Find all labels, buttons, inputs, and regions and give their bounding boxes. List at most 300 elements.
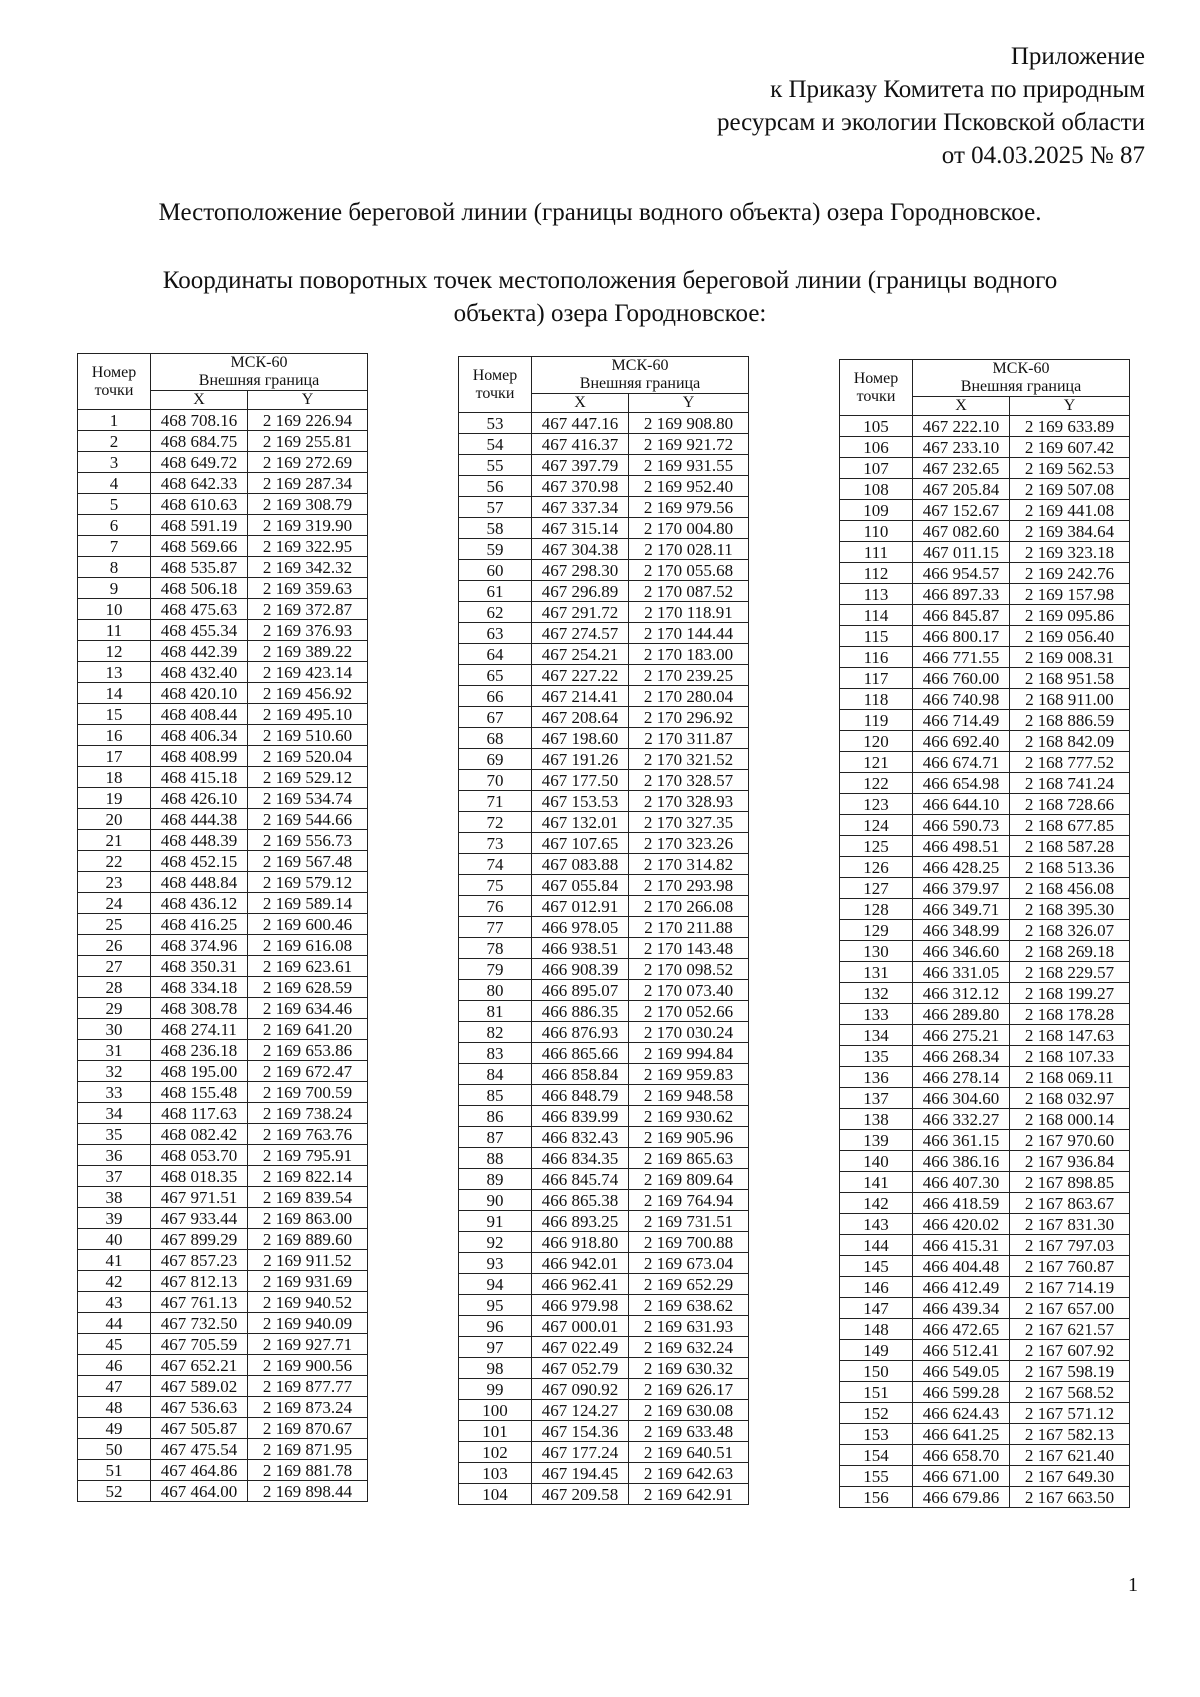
- point-number-cell: 29: [78, 998, 151, 1019]
- x-coordinate-cell: 466 415.31: [913, 1235, 1010, 1256]
- point-number-cell: 48: [78, 1397, 151, 1418]
- point-number-cell: 94: [459, 1274, 532, 1295]
- x-coordinate-cell: 468 452.15: [151, 851, 248, 872]
- point-number-cell: 39: [78, 1208, 151, 1229]
- y-coordinate-cell: 2 168 456.08: [1010, 878, 1130, 899]
- boundary-header: Внешняя граница: [532, 375, 749, 394]
- y-coordinate-cell: 2 168 229.57: [1010, 962, 1130, 983]
- point-number-cell: 132: [840, 983, 913, 1004]
- point-number-cell: 73: [459, 833, 532, 854]
- y-coordinate-cell: 2 169 927.71: [248, 1334, 368, 1355]
- y-coordinate-cell: 2 169 822.14: [248, 1166, 368, 1187]
- table-row: [840, 626, 1130, 647]
- table-row: [78, 704, 368, 725]
- table-row: [459, 707, 749, 728]
- table-row: [78, 1103, 368, 1124]
- point-number-cell: 86: [459, 1106, 532, 1127]
- y-coordinate-cell: 2 169 534.74: [248, 788, 368, 809]
- x-coordinate-cell: 468 448.84: [151, 872, 248, 893]
- point-number-cell: 40: [78, 1229, 151, 1250]
- table-row: [78, 494, 368, 515]
- x-coordinate-cell: 466 858.84: [532, 1064, 629, 1085]
- table-row: [459, 1022, 749, 1043]
- point-number-cell: 109: [840, 500, 913, 521]
- point-number-cell: 6: [78, 515, 151, 536]
- y-coordinate-cell: 2 169 652.29: [629, 1274, 749, 1295]
- x-coordinate-cell: 468 649.72: [151, 452, 248, 473]
- point-number-cell: 70: [459, 770, 532, 791]
- table-row: [78, 431, 368, 452]
- point-number-cell: 37: [78, 1166, 151, 1187]
- y-coordinate-cell: 2 168 147.63: [1010, 1025, 1130, 1046]
- y-coordinate-cell: 2 169 634.46: [248, 998, 368, 1019]
- y-coordinate-cell: 2 167 936.84: [1010, 1151, 1130, 1172]
- point-number-cell: 15: [78, 704, 151, 725]
- table-row: [459, 959, 749, 980]
- x-coordinate-cell: 467 198.60: [532, 728, 629, 749]
- table-row: [78, 620, 368, 641]
- point-number-cell: 3: [78, 452, 151, 473]
- x-coordinate-cell: 468 274.11: [151, 1019, 248, 1040]
- table-row: [840, 878, 1130, 899]
- point-number-cell: 35: [78, 1124, 151, 1145]
- point-number-cell: 59: [459, 539, 532, 560]
- table-row: [78, 1418, 368, 1439]
- y-coordinate-cell: 2 169 372.87: [248, 599, 368, 620]
- y-coordinate-cell: 2 170 328.57: [629, 770, 749, 791]
- point-number-cell: 28: [78, 977, 151, 998]
- point-number-cell: 44: [78, 1313, 151, 1334]
- point-number-cell: 72: [459, 812, 532, 833]
- point-number-cell: 95: [459, 1295, 532, 1316]
- x-coordinate-cell: 467 090.92: [532, 1379, 629, 1400]
- x-coordinate-cell: 466 512.41: [913, 1340, 1010, 1361]
- y-coordinate-cell: 2 170 327.35: [629, 812, 749, 833]
- y-coordinate-cell: 2 169 008.31: [1010, 647, 1130, 668]
- y-coordinate-cell: 2 170 311.87: [629, 728, 749, 749]
- y-coordinate-cell: 2 169 898.44: [248, 1481, 368, 1502]
- table-heading-line2: объекта) озера Городновское:: [453, 300, 767, 327]
- x-coordinate-cell: 466 839.99: [532, 1106, 629, 1127]
- x-coordinate-cell: 467 761.13: [151, 1292, 248, 1313]
- y-coordinate-cell: 2 169 700.88: [629, 1232, 749, 1253]
- y-coordinate-cell: 2 169 889.60: [248, 1229, 368, 1250]
- y-coordinate-cell: 2 169 865.63: [629, 1148, 749, 1169]
- table-row: [78, 1145, 368, 1166]
- table-row: [459, 539, 749, 560]
- x-coordinate-cell: 466 845.74: [532, 1169, 629, 1190]
- table-row: [459, 686, 749, 707]
- y-coordinate-cell: 2 170 266.08: [629, 896, 749, 917]
- point-number-cell: 53: [459, 413, 532, 434]
- y-coordinate-cell: 2 169 911.52: [248, 1250, 368, 1271]
- y-coordinate-cell: 2 169 389.22: [248, 641, 368, 662]
- point-number-cell: 81: [459, 1001, 532, 1022]
- point-number-cell: 52: [78, 1481, 151, 1502]
- point-number-cell: 122: [840, 773, 913, 794]
- table-row: [840, 1025, 1130, 1046]
- table-row: [840, 1466, 1130, 1487]
- table-row: [840, 542, 1130, 563]
- x-coordinate-cell: 468 117.63: [151, 1103, 248, 1124]
- appendix-date-number: от 04.03.2025 № 87: [941, 142, 1145, 169]
- table-row: [459, 1463, 749, 1484]
- table-row: [78, 725, 368, 746]
- y-coordinate-cell: 2 170 293.98: [629, 875, 749, 896]
- point-number-cell: 7: [78, 536, 151, 557]
- y-coordinate-cell: 2 169 948.58: [629, 1085, 749, 1106]
- boundary-header: Внешняя граница: [913, 378, 1130, 397]
- table-row: [840, 1088, 1130, 1109]
- point-number-cell: 14: [78, 683, 151, 704]
- x-coordinate-cell: 466 674.71: [913, 752, 1010, 773]
- y-coordinate-cell: 2 169 763.76: [248, 1124, 368, 1145]
- y-coordinate-cell: 2 167 831.30: [1010, 1214, 1130, 1235]
- table-row: [840, 1214, 1130, 1235]
- y-coordinate-cell: 2 169 871.95: [248, 1439, 368, 1460]
- table-row: [840, 500, 1130, 521]
- y-coordinate-cell: 2 169 930.62: [629, 1106, 749, 1127]
- point-number-cell: 155: [840, 1466, 913, 1487]
- x-coordinate-cell: 467 208.64: [532, 707, 629, 728]
- point-number-cell: 51: [78, 1460, 151, 1481]
- y-coordinate-cell: 2 169 630.08: [629, 1400, 749, 1421]
- y-coordinate-cell: 2 169 322.95: [248, 536, 368, 557]
- x-coordinate-cell: 466 895.07: [532, 980, 629, 1001]
- table-row: [459, 518, 749, 539]
- point-number-cell: 71: [459, 791, 532, 812]
- y-coordinate-cell: 2 168 951.58: [1010, 668, 1130, 689]
- y-coordinate-cell: 2 169 272.69: [248, 452, 368, 473]
- x-coordinate-cell: 467 732.50: [151, 1313, 248, 1334]
- point-number-cell: 133: [840, 1004, 913, 1025]
- x-coordinate-cell: 466 760.00: [913, 668, 1010, 689]
- x-coordinate-cell: 468 591.19: [151, 515, 248, 536]
- table-row: [459, 1106, 749, 1127]
- x-coordinate-cell: 466 845.87: [913, 605, 1010, 626]
- y-coordinate-cell: 2 169 653.86: [248, 1040, 368, 1061]
- table-row: [78, 1439, 368, 1460]
- table-row: [459, 812, 749, 833]
- x-coordinate-cell: 468 308.78: [151, 998, 248, 1019]
- point-number-cell: 85: [459, 1085, 532, 1106]
- point-number-cell: 75: [459, 875, 532, 896]
- table-row: [459, 476, 749, 497]
- point-number-cell: 106: [840, 437, 913, 458]
- table-row: [840, 1361, 1130, 1382]
- point-number-cell: 92: [459, 1232, 532, 1253]
- x-coordinate-cell: 468 406.34: [151, 725, 248, 746]
- table-row: [459, 1421, 749, 1442]
- x-coordinate-cell: 467 052.79: [532, 1358, 629, 1379]
- point-number-cell: 128: [840, 899, 913, 920]
- y-coordinate-cell: 2 169 633.89: [1010, 416, 1130, 437]
- y-coordinate-cell: 2 169 630.32: [629, 1358, 749, 1379]
- point-number-cell: 74: [459, 854, 532, 875]
- y-coordinate-cell: 2 169 642.91: [629, 1484, 749, 1505]
- x-coordinate-cell: 466 893.25: [532, 1211, 629, 1232]
- y-coordinate-cell: 2 167 621.40: [1010, 1445, 1130, 1466]
- y-coordinate-cell: 2 169 877.77: [248, 1376, 368, 1397]
- y-coordinate-cell: 2 169 764.94: [629, 1190, 749, 1211]
- y-coordinate-cell: 2 169 633.48: [629, 1421, 749, 1442]
- point-number-cell: 80: [459, 980, 532, 1001]
- table-row: [459, 896, 749, 917]
- x-coordinate-cell: 466 361.15: [913, 1130, 1010, 1151]
- table-row: [78, 452, 368, 473]
- y-coordinate-cell: 2 169 579.12: [248, 872, 368, 893]
- point-number-cell: 56: [459, 476, 532, 497]
- y-column-header: Y: [1010, 397, 1130, 416]
- table-row: [840, 416, 1130, 437]
- point-number-cell: 27: [78, 956, 151, 977]
- x-coordinate-cell: 467 291.72: [532, 602, 629, 623]
- point-number-cell: 110: [840, 521, 913, 542]
- y-coordinate-cell: 2 169 642.63: [629, 1463, 749, 1484]
- table-row: [840, 1445, 1130, 1466]
- table-row: [840, 920, 1130, 941]
- document-title: Местоположение береговой линии (границы водного объекта) озера Городновское.: [158, 199, 1042, 226]
- point-number-cell: 156: [840, 1487, 913, 1508]
- table-row: [840, 1340, 1130, 1361]
- x-coordinate-cell: 466 331.05: [913, 962, 1010, 983]
- x-coordinate-cell: 468 415.18: [151, 767, 248, 788]
- x-coordinate-cell: 466 938.51: [532, 938, 629, 959]
- point-number-cell: 9: [78, 578, 151, 599]
- point-number-cell: 2: [78, 431, 151, 452]
- x-coordinate-cell: 466 312.12: [913, 983, 1010, 1004]
- table-row: [459, 1085, 749, 1106]
- y-coordinate-cell: 2 169 952.40: [629, 476, 749, 497]
- x-coordinate-cell: 467 082.60: [913, 521, 1010, 542]
- x-coordinate-cell: 467 209.58: [532, 1484, 629, 1505]
- x-coordinate-cell: 467 011.15: [913, 542, 1010, 563]
- y-coordinate-cell: 2 167 598.19: [1010, 1361, 1130, 1382]
- y-coordinate-cell: 2 168 069.11: [1010, 1067, 1130, 1088]
- table-row: [78, 1460, 368, 1481]
- point-number-cell: 119: [840, 710, 913, 731]
- table-row: [459, 1295, 749, 1316]
- x-coordinate-cell: 466 428.25: [913, 857, 1010, 878]
- x-coordinate-cell: 467 227.22: [532, 665, 629, 686]
- y-coordinate-cell: 2 169 940.09: [248, 1313, 368, 1334]
- point-number-cell: 147: [840, 1298, 913, 1319]
- x-coordinate-cell: 466 407.30: [913, 1172, 1010, 1193]
- y-coordinate-cell: 2 169 319.90: [248, 515, 368, 536]
- x-coordinate-cell: 466 771.55: [913, 647, 1010, 668]
- x-coordinate-cell: 467 274.57: [532, 623, 629, 644]
- y-coordinate-cell: 2 168 886.59: [1010, 710, 1130, 731]
- table-row: [459, 1316, 749, 1337]
- y-coordinate-cell: 2 169 556.73: [248, 830, 368, 851]
- table-row: [78, 746, 368, 767]
- table-row: [78, 935, 368, 956]
- table-row: [840, 1424, 1130, 1445]
- x-coordinate-cell: 467 370.98: [532, 476, 629, 497]
- table-row: [459, 833, 749, 854]
- point-number-cell: 55: [459, 455, 532, 476]
- table-row: [459, 1001, 749, 1022]
- table-row: [840, 962, 1130, 983]
- table-row: [840, 563, 1130, 584]
- y-coordinate-cell: 2 169 631.93: [629, 1316, 749, 1337]
- y-coordinate-cell: 2 169 510.60: [248, 725, 368, 746]
- table-row: [840, 857, 1130, 878]
- point-number-cell: 143: [840, 1214, 913, 1235]
- x-coordinate-cell: 466 876.93: [532, 1022, 629, 1043]
- point-number-cell: 4: [78, 473, 151, 494]
- page-number: 1: [1128, 1574, 1138, 1596]
- point-number-cell: 138: [840, 1109, 913, 1130]
- table-row: [78, 1334, 368, 1355]
- table-row: [459, 791, 749, 812]
- x-coordinate-cell: 467 505.87: [151, 1418, 248, 1439]
- y-coordinate-cell: 2 170 004.80: [629, 518, 749, 539]
- point-number-cell: 135: [840, 1046, 913, 1067]
- table-row: [78, 872, 368, 893]
- point-number-cell: 24: [78, 893, 151, 914]
- appendix-header: [717, 40, 1145, 172]
- x-coordinate-cell: 467 153.53: [532, 791, 629, 812]
- x-column-header: X: [532, 394, 629, 413]
- x-coordinate-cell: 466 954.57: [913, 563, 1010, 584]
- point-number-cell: 152: [840, 1403, 913, 1424]
- y-coordinate-cell: 2 169 376.93: [248, 620, 368, 641]
- table-row: [78, 1313, 368, 1334]
- y-coordinate-cell: 2 169 628.59: [248, 977, 368, 998]
- table-row: [459, 749, 749, 770]
- point-number-cell: 65: [459, 665, 532, 686]
- point-number-cell: 93: [459, 1253, 532, 1274]
- x-coordinate-cell: 468 236.18: [151, 1040, 248, 1061]
- x-coordinate-cell: 466 420.02: [913, 1214, 1010, 1235]
- point-number-cell: 42: [78, 1271, 151, 1292]
- x-coordinate-cell: 466 304.60: [913, 1088, 1010, 1109]
- x-coordinate-cell: 466 268.34: [913, 1046, 1010, 1067]
- x-coordinate-cell: 466 412.49: [913, 1277, 1010, 1298]
- y-coordinate-cell: 2 170 239.25: [629, 665, 749, 686]
- point-number-cell: 43: [78, 1292, 151, 1313]
- point-number-cell: 103: [459, 1463, 532, 1484]
- point-number-cell: 111: [840, 542, 913, 563]
- point-number-cell: 148: [840, 1319, 913, 1340]
- table-row: [459, 1442, 749, 1463]
- table-row: [459, 560, 749, 581]
- y-coordinate-cell: 2 169 495.10: [248, 704, 368, 725]
- y-coordinate-cell: 2 169 921.72: [629, 434, 749, 455]
- point-number-cell: 1: [78, 410, 151, 431]
- y-coordinate-cell: 2 169 567.48: [248, 851, 368, 872]
- table-row: [78, 788, 368, 809]
- point-number-cell: 50: [78, 1439, 151, 1460]
- y-coordinate-cell: 2 168 107.33: [1010, 1046, 1130, 1067]
- boundary-header: Внешняя граница: [151, 372, 368, 391]
- table-row: [840, 1298, 1130, 1319]
- y-coordinate-cell: 2 169 520.04: [248, 746, 368, 767]
- point-number-cell: 78: [459, 938, 532, 959]
- y-coordinate-cell: 2 169 863.00: [248, 1208, 368, 1229]
- table-row: [840, 836, 1130, 857]
- table-row: [459, 581, 749, 602]
- x-coordinate-cell: 466 908.39: [532, 959, 629, 980]
- y-coordinate-cell: 2 168 587.28: [1010, 836, 1130, 857]
- y-coordinate-cell: 2 170 323.26: [629, 833, 749, 854]
- table-row: [840, 1487, 1130, 1508]
- table-row: [840, 941, 1130, 962]
- table-row: [840, 1130, 1130, 1151]
- x-coordinate-cell: 467 475.54: [151, 1439, 248, 1460]
- table-row: [840, 1172, 1130, 1193]
- table-row: [840, 584, 1130, 605]
- x-coordinate-cell: 468 475.63: [151, 599, 248, 620]
- x-coordinate-cell: 466 897.33: [913, 584, 1010, 605]
- x-coordinate-cell: 466 692.40: [913, 731, 1010, 752]
- table-row: [840, 815, 1130, 836]
- table-row: [78, 473, 368, 494]
- table-row: [840, 983, 1130, 1004]
- y-coordinate-cell: 2 169 931.55: [629, 455, 749, 476]
- y-coordinate-cell: 2 169 940.52: [248, 1292, 368, 1313]
- table-row: [78, 1082, 368, 1103]
- x-coordinate-cell: 467 705.59: [151, 1334, 248, 1355]
- point-number-header: Номер точки: [78, 354, 151, 410]
- table-row: [459, 1190, 749, 1211]
- x-coordinate-cell: 467 154.36: [532, 1421, 629, 1442]
- coordinate-system-header: МСК-60: [532, 357, 749, 376]
- point-number-cell: 139: [840, 1130, 913, 1151]
- y-coordinate-cell: 2 170 321.52: [629, 749, 749, 770]
- coordinate-system-header: МСК-60: [151, 354, 368, 373]
- table-row: [78, 1208, 368, 1229]
- table-row: [459, 1379, 749, 1400]
- point-number-cell: 88: [459, 1148, 532, 1169]
- point-number-cell: 79: [459, 959, 532, 980]
- y-coordinate-cell: 2 169 544.66: [248, 809, 368, 830]
- point-number-cell: 19: [78, 788, 151, 809]
- y-coordinate-cell: 2 169 870.67: [248, 1418, 368, 1439]
- x-coordinate-cell: 467 233.10: [913, 437, 1010, 458]
- point-number-cell: 154: [840, 1445, 913, 1466]
- y-coordinate-cell: 2 170 073.40: [629, 980, 749, 1001]
- x-coordinate-cell: 467 337.34: [532, 497, 629, 518]
- table-row: [840, 668, 1130, 689]
- point-number-cell: 146: [840, 1277, 913, 1298]
- point-number-cell: 26: [78, 935, 151, 956]
- table-row: [840, 689, 1130, 710]
- table-row: [78, 1040, 368, 1061]
- y-coordinate-cell: 2 168 741.24: [1010, 773, 1130, 794]
- table-row: [840, 437, 1130, 458]
- x-coordinate-cell: 467 124.27: [532, 1400, 629, 1421]
- coordinates-table-2: [458, 356, 749, 1505]
- point-number-cell: 131: [840, 962, 913, 983]
- table-row: [459, 1484, 749, 1505]
- x-coordinate-cell: 466 644.10: [913, 794, 1010, 815]
- y-column-header: Y: [248, 391, 368, 410]
- x-coordinate-cell: 467 315.14: [532, 518, 629, 539]
- coordinates-table-1: [77, 353, 368, 1502]
- table-row: [78, 956, 368, 977]
- table-row: [459, 644, 749, 665]
- y-coordinate-cell: 2 169 931.69: [248, 1271, 368, 1292]
- table-row: [840, 1235, 1130, 1256]
- table-row: [78, 809, 368, 830]
- point-number-cell: 57: [459, 497, 532, 518]
- coordinate-system-header: МСК-60: [913, 360, 1130, 379]
- point-number-cell: 107: [840, 458, 913, 479]
- y-coordinate-cell: 2 169 673.04: [629, 1253, 749, 1274]
- x-coordinate-cell: 467 191.26: [532, 749, 629, 770]
